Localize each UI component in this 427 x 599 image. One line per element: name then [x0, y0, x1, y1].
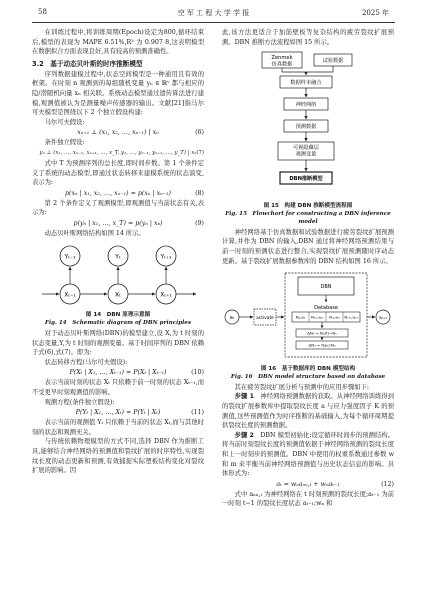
paragraph: 表示当前的观测值 Yₜ 只依赖于当前的状态 Xₜ,而与其他时刻的状态和观测无关。 — [32, 419, 204, 436]
running-header — [32, 6, 395, 23]
figure-caption-zh: 图 14 DBN 原理示意图 — [85, 312, 151, 319]
paragraph: 第 2 个条件定义了观测模型,即观测值与当前状态有关,表示为: — [32, 199, 204, 217]
paragraph: 状态转移方程(马尔可夫假设): — [44, 358, 128, 366]
dbn-label: DBN — [320, 284, 332, 291]
database-cell: N₁,a₁ — [295, 314, 306, 320]
figure-caption-zh: 图 16 基于数据库的 DBN 模型结构 — [260, 365, 356, 372]
equation-12: aₜ = wₙaₙₙ,ₜ + wₙaₜ₋₁ (12) — [276, 480, 394, 488]
paragraph: 在训练过程中,将训练周期(Epoch)设定为800,循环结束后,模型的表现为 MAPE 6.51%,R² 为 0.907 8,这表明模型在数据拟合方面表现良好,具有较高的预测准确性。 — [32, 29, 204, 56]
equation-10: P(Xₜ | X₁, …, Xₜ₋₁) = P(Xₜ | Xₜ₋₁) (10) — [69, 369, 204, 377]
flow-arrow — [282, 68, 306, 75]
dbn-principle-diagram — [32, 242, 204, 308]
equation-7: yₙ ⊥ (x₁, …, xₙ₋₁, xₙ₊₁, …, x_T, y₁, …, yₙ₋₁, yₙ₊₁, …, y_T) | xₙ (7) — [39, 149, 204, 156]
equation-8: p(xₙ | x₁, x₂, …, xₙ₋₁) = p(xₙ | xₙ₋₁) (8) — [65, 189, 204, 197]
observation-label: Yₜ₋₁ — [64, 253, 76, 260]
equation-9: p(yₙ | x₁, …, x_T) = p(yₙ | xₙ) (9) — [73, 219, 204, 227]
paragraph: 对于动态贝叶斯网络(DBN)的模型建立,设 X,为 t 时刻的状态变量,Y,为 t 时刻的观测变量。基于时间序列的 DBN 依赖于式(6),式(7)。即为: — [32, 330, 204, 357]
paragraph: 动态贝叶斯网络结构如图 14 所示。 — [44, 229, 145, 237]
left-column — [32, 28, 204, 588]
page-number: 58 — [38, 8, 47, 16]
state-label: Xₜ — [115, 291, 121, 298]
database-cell: Nₙₘ,aₙₘ — [344, 314, 359, 320]
equation-11: P(Yₜ | X₁, …, Xₜ) = P(Yₜ | Xₜ) (11) — [75, 409, 204, 417]
activate-label: activate — [256, 316, 274, 322]
paragraph: 与传统依赖物理模型的方式不同,选择 DBN 作为推断工具,能够结合神经网络的预测值和裂纹扩展的时序特性,实现裂纹长度的动态更新和预测,有效捕捉实际塑板结构变化对裂纹扩展的影响。因 — [32, 438, 204, 475]
figure-caption-zh: 图 15 构建 DBN 推断模型流程图 — [263, 202, 353, 209]
state-label: Xₜ₋₁ — [64, 291, 76, 298]
flow-label-nn: 神经网络 — [295, 102, 317, 109]
paragraph: 序列数据建模过程中,状态空间模型是一种通用且有效的框架。在时刻 n 观测到的每组随机变量 yₙ ∈ ℝᵛ 都与相应的隐/潜随机向量 xₙ 相关联。系统动态模型通过遗传算法进行建模,观测值被认为是测量噪声传感器的输出。文献[21]指马尔可夫模型是图绕以下 2 个独立假设构建: — [32, 70, 204, 117]
step-2: 步骤 2 DBN 模型初始化:设定循环时间步的预测结构。将当前时刻裂纹长度的预测值依据于神经网络预测的裂纹长度和上一时刻步的预测值。DBN 中使用的权重系数通过参数 w 和 m 来平衡当前神经网络预测值与历史状态信息的影响。具体形式为: — [222, 431, 394, 478]
database-label: Database — [314, 305, 338, 312]
observation-label: Yₜ — [115, 253, 121, 260]
observation-label: Yₜ₊₁ — [160, 253, 172, 260]
figure-caption-en: Fig. 15 Flowchart for constructing a DBN inference model — [225, 210, 391, 225]
flow-label-prediction: 预测数据 — [295, 124, 317, 131]
paragraph: 此,该方法更适合于加筋壁板等复杂结构的疲劳裂纹扩展预测。DBN 推断方法流程如图 15 所示。 — [222, 29, 394, 46]
paragraph: 表示当前时刻的状态 Xₜ 只依赖于前一时刻的状态 Xₜ₋₁,而不受更早时刻观测值的影响。 — [32, 379, 204, 397]
paragraph: 神经网络基于仿真数据和试验数据进行疲劳裂纹扩展预测计算,并作为 DBN 的输入,DBN 通过将神经网络预测结果与前一时刻的预测状态进行整合,实现裂纹扩展预测随时序动态更新。基于裂纹扩展数据参数库的 DBN 结构如图 16 所示。 — [222, 228, 394, 265]
flow-label-test: 试验数据 — [322, 58, 344, 65]
delta-label: ΔNₙ = Nₙ(t)−Nₙ — [307, 330, 337, 336]
figure-caption-en: Fig. 14 Schematic diagram of DBN principles — [44, 320, 192, 327]
paragraph: 其在疲劳裂纹扩展分析与预测中的应用步骤如下: — [234, 383, 369, 391]
dbn-flowchart — [222, 50, 394, 198]
paragraph: 马尔可夫假设: — [44, 118, 85, 126]
figure-caption-en: Fig. 16 DBN model structure based on database — [230, 373, 386, 380]
figure-15 — [222, 50, 394, 226]
database-cell: Nₙₗ,aₙₗ — [329, 314, 340, 320]
paragraph: 式中 T 为预测序列的总长度,即时间步数。第 1 个条件定义了系统的动态模型,即通过状态转移来建模系统的状态演变,表示为: — [32, 159, 204, 187]
flow-label-dbn: DBN推断模型 — [289, 176, 323, 183]
paragraph: 观测方程(条件独立假设): — [44, 398, 115, 406]
step-1: 步骤 1 神经网络预测数据的获取。从神经网络训练得到的裂纹扩展参数库中提取裂纹长度 a 与应力强度因子 K 的预测值,这些预测值作为时序推断的基础输入,为每个循环周期提供裂纹长度的预测数据。 — [222, 393, 394, 430]
flow-label-fusion: 数据样本融合 — [290, 80, 322, 87]
journal-title: 空 军 工 程 大 学 学 报 — [177, 9, 250, 17]
figure-14 — [32, 242, 204, 328]
flow-arrow — [306, 66, 333, 72]
delta-label: ΔNₙ = f(aₙ)·Nₙ — [308, 342, 336, 348]
flow-label-hidden: 可视隐藏层观测变量 — [293, 145, 319, 158]
dbn-database-structure — [222, 269, 394, 361]
equation-6: xₙ₊₁ ⊥ (x₁, x₂, …, xₙ₋₁) | xₙ (6) — [77, 129, 204, 137]
publication-year: 2025 年 — [361, 9, 389, 17]
paragraph: 条件独立假设: — [44, 139, 85, 147]
figure-16 — [222, 269, 394, 381]
paragraph: 式中 aₙₙ,ₜ 为神经网络在 t 时刻预测的裂纹长度;aₜ₋₁ 为前一时刻 t−1 的裂纹长度状态 aₜ₋₁;wₙ 和 — [222, 490, 394, 508]
section-heading: 3.2 基于动态贝叶斯的时序推断模型 — [32, 59, 143, 68]
output-node-label: aₜ₊₁ — [378, 316, 388, 322]
state-label: Xₜ₊₁ — [160, 291, 172, 298]
input-node-label: aₜ — [229, 315, 235, 322]
database-cell: Nₙₖ,aₙₖ — [311, 314, 324, 320]
right-column — [222, 28, 394, 588]
flow-label-simulation: Zenmek 仿真数据 — [271, 55, 293, 68]
